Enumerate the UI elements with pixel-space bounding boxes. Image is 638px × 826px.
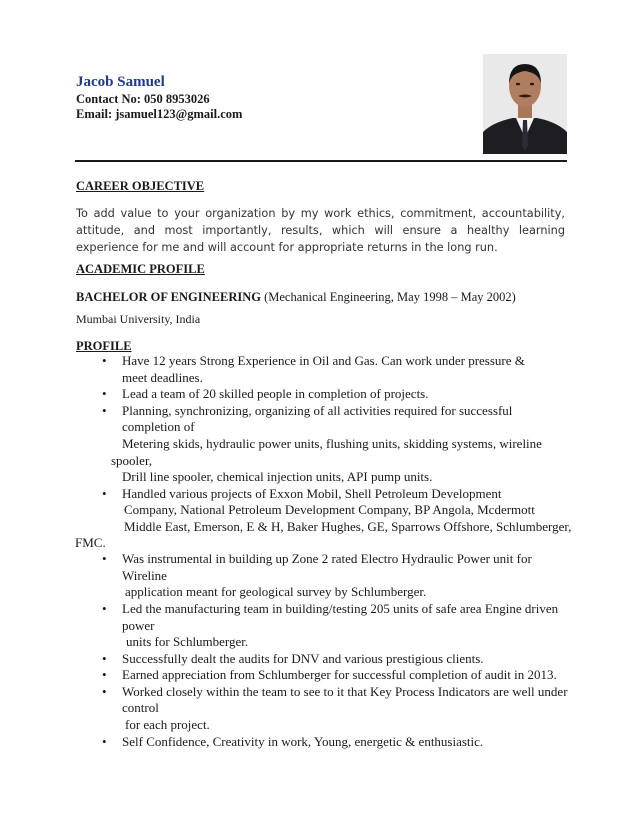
bullet-marker: • bbox=[102, 651, 107, 666]
profile-photo bbox=[483, 54, 567, 154]
career-objective-text: To add value to your organization by my work ethics, commitment, accountability, attitude, and most importantly, results, which will ensure a healthy learning experience for me and will account for appropriate returns in the long run. bbox=[76, 207, 565, 254]
profile-line: Lead a team of 20 skilled people in completion of projects. bbox=[122, 386, 429, 401]
degree-detail: (Mechanical Engineering, May 1998 – May 2002) bbox=[260, 290, 516, 304]
profile-line: Handled various projects of Exxon Mobil, Shell Petroleum Development bbox=[122, 486, 502, 501]
profile-line: for each project. bbox=[125, 717, 210, 732]
bullet-marker: • bbox=[102, 684, 107, 699]
profile-line: Drill line spooler, chemical injection units, API pump units. bbox=[122, 469, 433, 484]
profile-line: Earned appreciation from Schlumberger for successful completion of audit in 2013. bbox=[122, 667, 557, 682]
university: Mumbai University, India bbox=[76, 312, 201, 326]
profile-line: Metering skids, hydraulic power units, flushing units, skidding systems, wireline bbox=[122, 436, 542, 451]
profile-line: Self Confidence, Creativity in work, Young, energetic & enthusiastic. bbox=[122, 734, 484, 749]
profile-line: Wireline bbox=[122, 568, 167, 583]
profile-line: Middle East, Emerson, E & H, Baker Hughes, GE, Sparrows Offshore, Schlumberger, bbox=[124, 519, 572, 534]
profile-line: Planning, synchronizing, organizing of all activities required for successful bbox=[122, 403, 513, 418]
bullet-marker: • bbox=[102, 403, 107, 418]
profile-line: spooler, bbox=[111, 453, 152, 468]
degree-title: BACHELOR OF ENGINEERING bbox=[76, 290, 261, 304]
academic-profile-heading: ACADEMIC PROFILE bbox=[76, 262, 205, 276]
profile-line: Have 12 years Strong Experience in Oil and Gas. Can work under pressure & bbox=[122, 353, 525, 368]
email-address: Email: jsamuel123@gmail.com bbox=[76, 107, 243, 121]
bullet-marker: • bbox=[102, 734, 107, 749]
header-divider bbox=[75, 160, 567, 162]
profile-heading: PROFILE bbox=[76, 339, 132, 353]
profile-line: units for Schlumberger. bbox=[126, 634, 249, 649]
degree-line bbox=[76, 290, 516, 305]
bullet-marker: • bbox=[102, 353, 107, 368]
profile-line: Led the manufacturing team in building/testing 205 units of safe area Engine driven bbox=[122, 601, 559, 616]
bullet-marker: • bbox=[102, 386, 107, 401]
profile-line: Company, National Petroleum Development Company, BP Angola, Mcdermott bbox=[124, 502, 535, 517]
profile-line: Successfully dealt the audits for DNV and various prestigious clients. bbox=[122, 651, 484, 666]
profile-line: application meant for geological survey by Schlumberger. bbox=[125, 584, 427, 599]
bullet-marker: • bbox=[102, 667, 107, 682]
profile-line: power bbox=[122, 618, 155, 633]
bullet-marker: • bbox=[102, 551, 107, 566]
profile-line: meet deadlines. bbox=[122, 370, 203, 385]
profile-line: control bbox=[122, 700, 159, 715]
career-objective-heading: CAREER OBJECTIVE bbox=[76, 179, 205, 193]
profile-line: Was instrumental in building up Zone 2 rated Electro Hydraulic Power unit for bbox=[122, 551, 532, 566]
profile-line: FMC. bbox=[75, 535, 106, 550]
bullet-marker: • bbox=[102, 486, 107, 501]
profile-line: completion of bbox=[122, 419, 195, 434]
profile-line: Worked closely within the team to see to it that Key Process Indicators are well under bbox=[122, 684, 568, 699]
bullet-marker: • bbox=[102, 601, 107, 616]
candidate-name: Jacob Samuel bbox=[76, 74, 165, 90]
contact-number: Contact No: 050 8953026 bbox=[76, 92, 210, 106]
